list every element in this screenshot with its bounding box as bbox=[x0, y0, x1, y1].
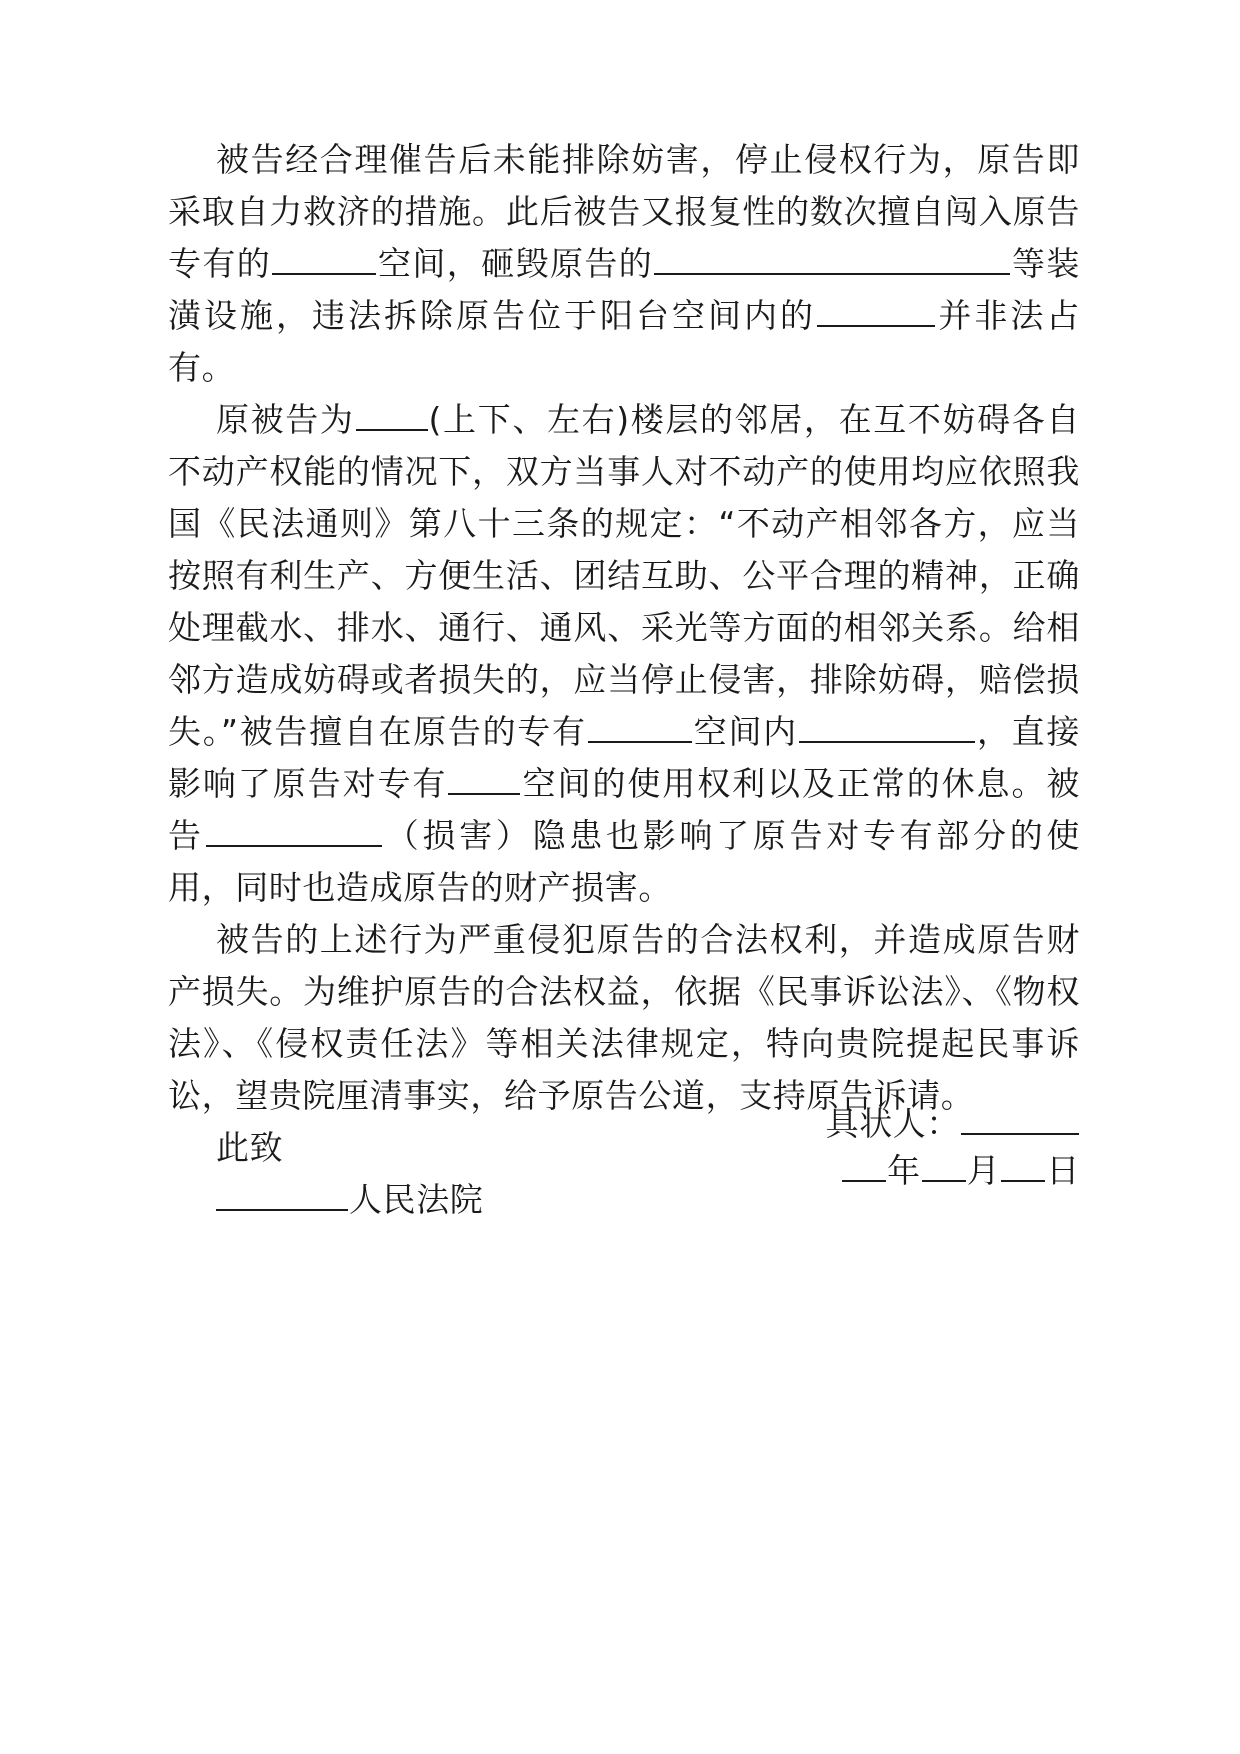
blank-field[interactable] bbox=[272, 243, 376, 275]
blank-field[interactable] bbox=[448, 763, 520, 795]
year-blank[interactable] bbox=[842, 1150, 886, 1182]
signer-line bbox=[826, 1098, 1080, 1150]
date-line bbox=[841, 1145, 1080, 1197]
signer-name-blank[interactable] bbox=[961, 1103, 1079, 1135]
blank-field[interactable] bbox=[799, 711, 975, 743]
text-segment: 并非法占有。 bbox=[168, 296, 1080, 387]
text-segment: 原被告为 bbox=[216, 400, 355, 439]
text-segment: (上下、左右)楼层的邻居，在互不妨碍各自不动产权能的情况下，双方当事人对不动产的使用均应依照我国《民法通则》第八十三条的规定：“不动产相邻各方，应当按照有利生产、方便生活、团结互助、公平合理的精神，正确处理截水、排水、通行、通风、采光等方面的相邻关系。给相邻方造成妨碍或者损失的，应当停止侵害，排除妨碍，赔偿损失。”被告擅自在原告的专有 bbox=[168, 400, 1080, 751]
court-name-blank[interactable] bbox=[216, 1179, 348, 1211]
blank-field[interactable] bbox=[206, 815, 382, 847]
text-segment: 空间的使用权利以及正常的休息。被告 bbox=[168, 764, 1080, 855]
day-blank[interactable] bbox=[1001, 1150, 1045, 1182]
year-label: 年 bbox=[887, 1151, 921, 1190]
text-segment: 空间，砸毁原告的 bbox=[377, 244, 654, 283]
blank-field[interactable] bbox=[817, 295, 935, 327]
text-segment: 空间内 bbox=[692, 712, 798, 751]
text-segment: 被告经合理催告后未能排除妨害，停止侵权行为，原告即采取自力救济的措施。此后被告又报复性的数次擅自闯入原告专有的 bbox=[168, 140, 1080, 283]
document-body bbox=[168, 134, 1080, 1226]
court-suffix: 人民法院 bbox=[349, 1180, 484, 1219]
month-label: 月 bbox=[966, 1151, 1001, 1190]
text-segment: 等装潢设施，违法拆除原告位于阳台空间内的 bbox=[168, 244, 1080, 335]
paragraph-claim: 被告的上述行为严重侵犯原告的合法权利，并造成原告财产损失。为维护原告的合法权益，依据《民事诉讼法》、《物权法》、《侵权责任法》等相关法律规定，特向贵院提起民事诉讼，望贵院厘清事实，给予原告公道，支持原告诉请。 bbox=[168, 920, 1080, 1115]
salutation: 此致 bbox=[216, 1128, 284, 1167]
paragraph-legal-basis bbox=[168, 394, 1080, 914]
paragraph-infringement-facts bbox=[168, 134, 1080, 394]
blank-field[interactable] bbox=[654, 243, 1010, 275]
blank-field[interactable] bbox=[356, 399, 428, 431]
blank-field[interactable] bbox=[588, 711, 692, 743]
text-segment: ，直接影响了原告对专有 bbox=[168, 712, 1080, 803]
month-blank[interactable] bbox=[922, 1150, 966, 1182]
text-segment: （损害）隐患也影响了原告对专有部分的使用，同时也造成原告的财产损害。 bbox=[168, 816, 1080, 907]
day-label: 日 bbox=[1046, 1151, 1080, 1190]
signer-label: 具状人： bbox=[825, 1104, 960, 1143]
